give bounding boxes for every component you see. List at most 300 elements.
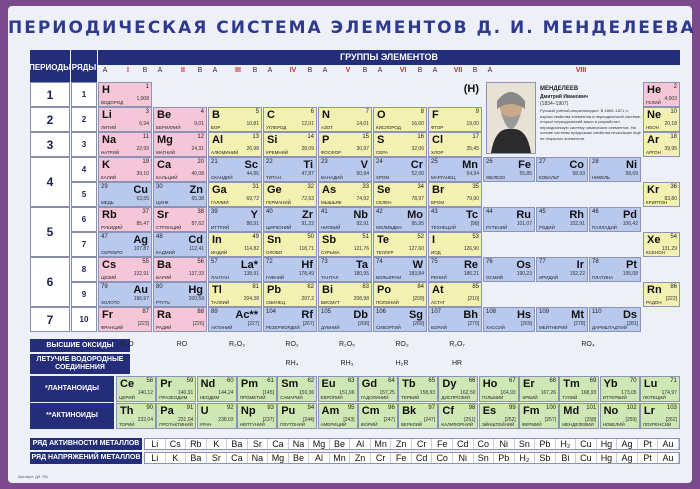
atomic-number: 64 [388, 378, 395, 384]
element-cell[interactable] [263, 207, 317, 232]
element-cell[interactable] [263, 107, 317, 132]
element-cell[interactable] [153, 257, 207, 282]
atomic-number: 42 [376, 209, 383, 215]
element-name: НЕОН [646, 125, 660, 130]
atomic-mass: 167,26 [540, 390, 556, 396]
voltage-series-label: РЯД НАПРЯЖЕНИЙ МЕТАЛЛОВ [30, 452, 142, 464]
element-name: СЕРЕБРО [101, 250, 123, 255]
series-item: Cd [453, 439, 474, 449]
element-name: МЕНДЕЛЕВИЙ [562, 422, 594, 427]
atomic-mass: [209] [412, 296, 424, 302]
element-cell[interactable] [483, 157, 535, 182]
atomic-mass: [222] [665, 296, 677, 302]
element-symbol: Nb [353, 209, 368, 221]
element-cell[interactable] [98, 132, 152, 157]
element-symbol: Yb [603, 378, 618, 390]
element-symbol: C [267, 109, 275, 121]
oxide-formula: R₂O [120, 341, 134, 348]
element-cell[interactable] [153, 157, 207, 182]
element-name: ПОЛОНИЙ [376, 300, 399, 305]
element-cell[interactable] [373, 282, 427, 307]
element-cell[interactable] [600, 376, 640, 402]
element-cell[interactable] [559, 403, 599, 429]
element-cell[interactable] [373, 257, 427, 282]
element-cell[interactable] [398, 403, 438, 429]
element-symbol: In [212, 234, 222, 246]
atomic-mass: [268] [357, 321, 369, 327]
element-symbol: Tl [212, 284, 222, 296]
element-cell[interactable] [208, 157, 262, 182]
element-cell[interactable] [559, 376, 599, 402]
element-cell[interactable] [208, 257, 262, 282]
element-cell[interactable] [153, 232, 207, 257]
atomic-mass: 4,003 [664, 96, 677, 102]
element-cell[interactable] [643, 132, 680, 157]
element-name: ЦИРКОНИЙ [266, 225, 292, 230]
atomic-mass: 87,62 [191, 221, 204, 227]
atomic-number: 37 [142, 209, 149, 215]
element-symbol: Fm [523, 405, 540, 417]
element-name: КРЕМНИЙ [266, 150, 289, 155]
atomic-mass: 192,22 [569, 271, 585, 277]
atomic-mass: 58,69 [625, 171, 638, 177]
atomic-mass: 52,00 [411, 171, 424, 177]
element-cell[interactable] [536, 207, 588, 232]
element-cell[interactable] [318, 207, 372, 232]
series-item: Hg [597, 453, 618, 463]
element-cell[interactable] [318, 257, 372, 282]
series-item: Pt [638, 453, 659, 463]
atomic-number: 88 [197, 309, 204, 315]
atomic-number: 93 [267, 405, 274, 411]
subgroup-label-b: B [252, 67, 258, 74]
element-name: КЮРИЙ [360, 422, 378, 427]
atomic-number: 56 [197, 259, 204, 265]
element-symbol: Ge [267, 184, 282, 196]
atomic-number: 51 [362, 234, 369, 240]
element-cell[interactable] [98, 82, 152, 107]
oxide-formula: RO [176, 341, 188, 348]
atomic-number: 8 [420, 109, 424, 115]
element-name: ЦИНК [156, 200, 169, 205]
series-item: K [207, 439, 228, 449]
element-cell[interactable] [208, 107, 262, 132]
element-cell[interactable] [428, 132, 482, 157]
atomic-mass: 55,85 [519, 171, 532, 177]
groups-header: ГРУППЫ ЭЛЕМЕНТОВ [98, 50, 680, 65]
atomic-number: 4 [200, 109, 204, 115]
atomic-number: 38 [197, 209, 204, 215]
element-cell[interactable] [398, 376, 438, 402]
element-cell[interactable] [536, 257, 588, 282]
atomic-number: 109 [539, 309, 550, 315]
element-cell[interactable] [153, 132, 207, 157]
element-symbol: Os [516, 259, 531, 271]
element-cell[interactable] [263, 232, 317, 257]
element-name: БРОМ [431, 200, 445, 205]
row-cell: 4 [71, 157, 97, 182]
series-item: Pb [535, 439, 556, 449]
element-cell[interactable] [358, 376, 398, 402]
element-cell[interactable] [519, 403, 559, 429]
row-cell: 10 [71, 307, 97, 332]
element-cell[interactable] [373, 132, 427, 157]
lanthanides-label: *ЛАНТАНОИДЫ [30, 376, 114, 402]
element-name: ИТТРИЙ [211, 225, 230, 230]
element-cell[interactable] [373, 182, 427, 207]
element-cell[interactable] [156, 403, 196, 429]
atomic-mass: 92,91 [356, 221, 369, 227]
element-cell[interactable] [479, 403, 519, 429]
atomic-mass: 238,03 [218, 417, 234, 423]
series-item: Ca [227, 453, 248, 463]
atomic-mass: 50,94 [356, 171, 369, 177]
element-cell[interactable] [208, 182, 262, 207]
element-symbol: Au [133, 284, 148, 296]
element-name: ЭЙНШТЕЙНИЙ [481, 422, 515, 427]
element-cell[interactable] [237, 403, 277, 429]
atomic-number: 72 [266, 259, 273, 265]
atomic-mass: 232,04 [137, 417, 153, 423]
atomic-number: 106 [376, 309, 387, 315]
element-cell[interactable] [358, 403, 398, 429]
element-cell[interactable] [643, 282, 680, 307]
element-symbol: Ho [482, 378, 498, 390]
series-item: Mg [309, 439, 330, 449]
poster [8, 6, 696, 483]
atomic-number: 31 [252, 184, 259, 190]
element-cell[interactable] [263, 257, 317, 282]
element-name: КАДМИЙ [156, 250, 176, 255]
element-name: ТЕЛЛУР [376, 250, 394, 255]
atomic-number: 68 [549, 378, 556, 384]
element-cell[interactable] [479, 376, 519, 402]
element-cell[interactable] [277, 403, 317, 429]
element-cell[interactable] [428, 182, 482, 207]
element-cell[interactable] [643, 107, 680, 132]
subgroup-label-a: A [267, 67, 273, 74]
atomic-mass: 204,38 [243, 296, 259, 302]
element-cell[interactable] [318, 376, 358, 402]
element-name: ХРОМ [376, 175, 390, 180]
element-name: РАДОН [646, 300, 662, 305]
element-name: ТАЛЛИЙ [211, 300, 230, 305]
atomic-number: 16 [417, 134, 424, 140]
element-cell[interactable] [208, 282, 262, 307]
element-cell[interactable] [438, 376, 478, 402]
element-cell[interactable] [643, 232, 680, 257]
atomic-mass: [269] [412, 321, 424, 327]
element-cell[interactable] [208, 307, 262, 332]
element-symbol: Dy [442, 378, 457, 390]
element-cell[interactable] [153, 182, 207, 207]
element-cell[interactable] [318, 232, 372, 257]
element-cell[interactable] [153, 207, 207, 232]
element-cell[interactable] [643, 182, 680, 207]
group-label: II [181, 67, 185, 74]
atomic-number: 107 [431, 309, 442, 315]
element-symbol: Rf [301, 309, 313, 321]
element-name: МЕДЬ [101, 200, 114, 205]
element-symbol: B [212, 109, 220, 121]
element-cell[interactable] [373, 307, 427, 332]
element-name: СКАНДИЙ [211, 175, 233, 180]
element-cell[interactable] [277, 376, 317, 402]
element-cell[interactable] [318, 403, 358, 429]
element-cell[interactable] [263, 182, 317, 207]
element-cell[interactable] [318, 157, 372, 182]
element-symbol: Ne [647, 109, 662, 121]
element-symbol: Cl [432, 134, 443, 146]
element-cell[interactable] [318, 107, 372, 132]
element-cell[interactable] [98, 307, 152, 332]
element-symbol: Ag [133, 234, 148, 246]
element-name: РУТЕНИЙ [486, 225, 508, 230]
atomic-mass: [257] [544, 417, 556, 423]
rows-header: РЯДЫ [71, 50, 97, 84]
element-name: ФОСФОР [321, 150, 342, 155]
series-item: Cr [371, 453, 392, 463]
series-item: Mn [371, 439, 392, 449]
atomic-mass: 74,92 [356, 196, 369, 202]
period-cell: 4 [30, 157, 70, 207]
atomic-mass: 65,38 [191, 196, 204, 202]
element-name: ВИСМУТ [321, 300, 340, 305]
element-name: ФТОР [431, 125, 444, 130]
element-symbol: Rh [569, 209, 584, 221]
atomic-mass: 26,98 [246, 146, 259, 152]
atomic-mass: 85,47 [136, 221, 149, 227]
element-cell[interactable] [116, 376, 156, 402]
element-cell[interactable] [438, 403, 478, 429]
element-cell[interactable] [208, 232, 262, 257]
atomic-mass: 30,97 [356, 146, 369, 152]
page-title: ПЕРИОДИЧЕСКАЯ СИСТЕМА ЭЛЕМЕНТОВ Д. И. МЕНДЕЛЕЕВА [8, 18, 696, 38]
element-cell[interactable] [263, 307, 317, 332]
element-cell[interactable] [153, 107, 207, 132]
atomic-number: 99 [509, 405, 516, 411]
element-name: ДУБНИЙ [321, 325, 340, 330]
element-name: ЗОЛОТО [101, 300, 120, 305]
activity-series-label: РЯД АКТИВНОСТИ МЕТАЛЛОВ [30, 438, 142, 450]
atomic-number: 86 [670, 284, 677, 290]
element-cell[interactable] [116, 403, 156, 429]
element-name: АЗОТ [321, 125, 333, 130]
element-cell[interactable] [237, 376, 277, 402]
series-item: Sn [515, 439, 536, 449]
element-cell[interactable] [589, 307, 641, 332]
series-item: Sn [474, 453, 495, 463]
atomic-number: 78 [592, 259, 599, 265]
element-cell[interactable] [98, 282, 152, 307]
atomic-mass: 47,87 [301, 171, 314, 177]
series-item: Fe [432, 439, 453, 449]
period-cell: 5 [30, 207, 70, 257]
atomic-number: 95 [347, 405, 355, 411]
footer-note: Артикул: ДЗ 791 [18, 474, 49, 479]
element-cell[interactable] [483, 257, 535, 282]
element-symbol: Tm [563, 378, 580, 390]
element-cell[interactable] [373, 157, 427, 182]
element-name: КАЛИФОРНИЙ [441, 422, 473, 427]
series-item: Zn [350, 453, 371, 463]
element-symbol: Lr [643, 405, 655, 417]
element-symbol: V [360, 159, 368, 171]
element-cell[interactable] [263, 282, 317, 307]
period-cell: 7 [30, 307, 70, 332]
atomic-number: 69 [589, 378, 597, 384]
row-cell: 6 [71, 207, 97, 232]
element-symbol: Ac** [235, 309, 258, 321]
element-cell[interactable] [98, 232, 152, 257]
element-cell[interactable] [318, 132, 372, 157]
atomic-number: 81 [252, 284, 259, 290]
atomic-mass: [267] [302, 321, 314, 327]
element-cell[interactable] [428, 207, 482, 232]
element-cell[interactable] [428, 307, 482, 332]
element-symbol: Pm [240, 378, 259, 390]
element-name: СИБОРГИЙ [376, 325, 401, 330]
atomic-number: 61 [267, 378, 274, 384]
atomic-number: 92 [226, 405, 234, 411]
element-name: НИОБИЙ [321, 225, 341, 230]
atomic-number: 15 [362, 134, 369, 140]
element-name: НОБЕЛИЙ [602, 422, 625, 427]
subgroup-label-b: B [362, 67, 368, 74]
element-cell[interactable] [589, 157, 641, 182]
element-cell[interactable] [373, 207, 427, 232]
element-cell[interactable] [153, 307, 207, 332]
element-cell[interactable] [589, 257, 641, 282]
atomic-mass: [278] [573, 321, 585, 327]
atomic-mass: 107,87 [133, 246, 149, 252]
element-cell[interactable] [318, 282, 372, 307]
element-cell[interactable] [589, 207, 641, 232]
element-cell[interactable] [318, 182, 372, 207]
row-cell: 3 [71, 132, 97, 157]
atomic-number: 71 [670, 378, 677, 384]
element-cell[interactable] [373, 107, 427, 132]
atomic-number: 110 [592, 309, 602, 315]
atomic-number: 98 [468, 405, 476, 411]
atomic-mass: 157,25 [379, 390, 395, 396]
element-symbol: Hs [516, 309, 531, 321]
oxide-formula: RO₂ [285, 341, 299, 348]
atomic-mass: 207,2 [301, 296, 314, 302]
element-cell[interactable] [600, 403, 640, 429]
series-item: Na [248, 453, 269, 463]
atomic-mass: 173,05 [621, 390, 637, 396]
group-label: IV [289, 67, 297, 74]
atomic-number: 1 [145, 84, 149, 90]
atomic-mass: 63,55 [136, 196, 149, 202]
element-name: РЕНИЙ [431, 275, 447, 280]
element-cell[interactable] [98, 182, 152, 207]
atomic-mass: 132,91 [133, 271, 149, 277]
subgroup-label-a: A [487, 67, 493, 74]
element-cell[interactable] [428, 232, 482, 257]
element-cell[interactable] [643, 82, 680, 107]
element-name: ДИСПРОЗИЙ [441, 395, 470, 400]
atomic-mass: 208,98 [353, 296, 369, 302]
element-name: ГАФНИЙ [266, 275, 285, 280]
atomic-number: 67 [509, 378, 516, 384]
element-symbol: Na [102, 134, 117, 146]
element-symbol: Am [321, 405, 340, 417]
atomic-number: 105 [321, 309, 332, 315]
atomic-mass: 101,07 [516, 221, 532, 227]
element-symbol: O [377, 109, 386, 121]
element-cell[interactable] [98, 207, 152, 232]
atomic-mass: 158,93 [419, 390, 436, 396]
element-symbol: Ce [120, 378, 135, 390]
element-cell[interactable] [98, 257, 152, 282]
atomic-mass: [262] [665, 417, 677, 423]
atomic-mass: 114,82 [244, 246, 259, 252]
atomic-mass: [227] [247, 321, 259, 327]
element-cell[interactable] [197, 376, 237, 402]
element-cell[interactable] [428, 107, 482, 132]
element-cell[interactable] [483, 207, 535, 232]
series-item: Mg [268, 453, 289, 463]
atomic-number: 97 [428, 405, 436, 411]
element-cell[interactable] [318, 307, 372, 332]
element-symbol: Ca [157, 159, 172, 171]
atomic-number: 104 [266, 309, 277, 315]
element-cell[interactable] [156, 376, 196, 402]
element-cell[interactable] [263, 157, 317, 182]
element-cell[interactable] [153, 282, 207, 307]
element-cell[interactable] [98, 107, 152, 132]
element-cell[interactable] [208, 132, 262, 157]
element-cell[interactable] [428, 257, 482, 282]
element-symbol: Zr [302, 209, 313, 221]
atomic-mass: 126,90 [463, 246, 479, 252]
element-symbol: Eu [321, 378, 336, 390]
element-cell[interactable] [428, 282, 482, 307]
element-cell[interactable] [640, 403, 680, 429]
element-name: ГЕЛИЙ [646, 100, 661, 105]
element-symbol: Hg [188, 284, 203, 296]
element-name: УГЛЕРОД [266, 125, 287, 130]
element-symbol: Ni [626, 159, 637, 171]
element-name: ЛЮТЕЦИЙ [642, 395, 666, 400]
element-cell[interactable] [428, 82, 482, 107]
series-item: Li [145, 439, 166, 449]
element-cell[interactable] [197, 403, 237, 429]
subgroup-label-a: A [157, 67, 163, 74]
element-name: КАЛИЙ [101, 175, 117, 180]
element-name: КСЕНОН [646, 250, 665, 255]
element-cell[interactable] [98, 157, 152, 182]
element-cell[interactable] [263, 132, 317, 157]
element-cell[interactable] [428, 157, 482, 182]
element-name: БОР [211, 125, 221, 130]
element-cell[interactable] [640, 376, 680, 402]
element-cell[interactable] [536, 157, 588, 182]
element-cell[interactable] [536, 307, 588, 332]
element-cell[interactable] [373, 232, 427, 257]
atomic-number: 2 [673, 84, 677, 90]
voltage_series-row [144, 452, 680, 464]
atomic-number: 76 [486, 259, 493, 265]
element-name: ПРОМЕТИЙ [239, 395, 266, 400]
atomic-mass: 14,01 [356, 121, 369, 127]
element-cell[interactable] [519, 376, 559, 402]
element-cell[interactable] [483, 307, 535, 332]
element-symbol: Kr [647, 184, 660, 196]
element-cell[interactable] [208, 207, 262, 232]
